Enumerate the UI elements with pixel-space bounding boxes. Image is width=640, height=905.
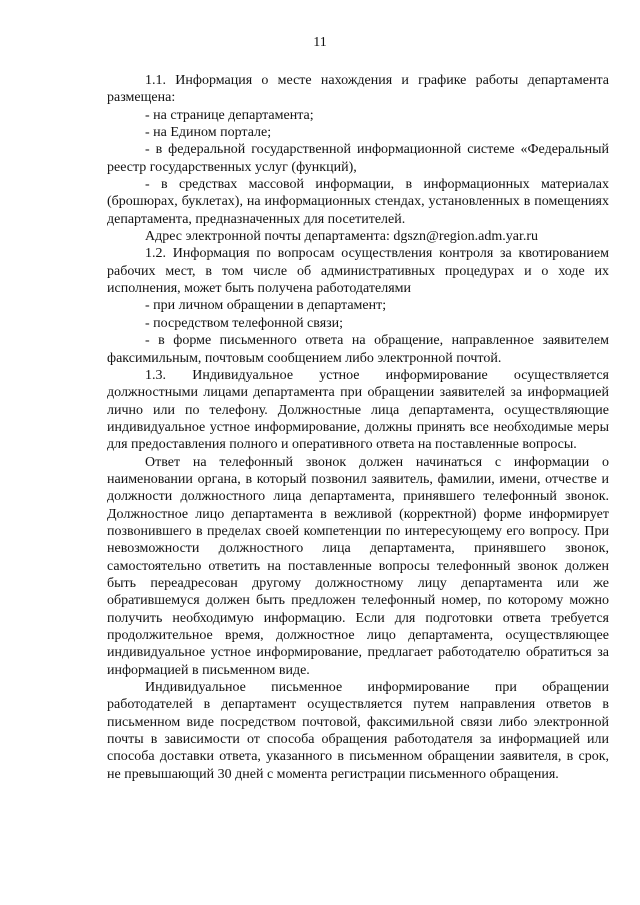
- list-item-unified-portal: - на Едином портале;: [145, 125, 272, 141]
- list-item-written-reply: - в форме письменного ответа на обращение, направленное заявителем факсимильным, почтовым сообщением либо электронной почтой.: [107, 333, 609, 366]
- paragraph-1-2: 1.2. Информация по вопросам осуществления контроля за квотированием рабочих мест, в том числе об административных процедурах и о ходе их исполнения, может быть получена работодателями: [107, 246, 609, 297]
- page-number: 11: [313, 35, 327, 50]
- list-item-mass-media: - в средствах массовой информации, в информационных материалах (брошюрах, буклетах), на информационных стендах, установленных в помещениях департамента, предназначенных для посетителей.: [107, 177, 609, 227]
- paragraph-written-informing: Индивидуальное письменное информирование при обращении работодателей в департамент осуществляется путем направления ответов в письменном виде посредством почтовой, факсимильной связи либо электронной почты в зависимости от способа обращения работодателя за информацией или способа доставки ответа, указанного в письменном обращении заявителя, в срок, не превышающий 30 дней с момента регистрации письменного обращения.: [107, 680, 609, 782]
- list-item-department-page: - на странице департамента;: [145, 107, 314, 123]
- list-item-phone: - посредством телефонной связи;: [145, 315, 344, 331]
- paragraph-1-3: 1.3. Индивидуальное устное информирование осуществляется должностными лицами департамента при обращении заявителей за информацией лично или по телефону. Должностные лица департамента, осуществляющие индивидуальное устное информирование, должны принять все необходимые меры для предоставления полного и оперативного ответа на поставленные вопросы.: [107, 367, 609, 453]
- paragraph-1-1: 1.1. Информация о месте нахождения и графике работы департамента размещена:: [107, 73, 609, 106]
- paragraph-phone-call: Ответ на телефонный звонок должен начинаться с информации о наименовании органа, в который позвонил заявитель, фамилии, имени, отчестве и должности должностного лица департамента, принявшего телефонный звонок. Должностное лицо департамента в вежливой (корректной) форме информирует позвонившего в пределах своей компетенции по интересующему его вопросу. При невозможности должностного лица департамента, принявшего звонок, самостоятельно ответить на поставленные вопросы телефонный звонок должен быть переадресован другому должностному лицу департамента или же обратившемуся должен быть предложен телефонный номер, по которому можно получить необходимую информацию. Если для подготовки ответа требуется продолжительное время, должностное лицо департамента, осуществляющее индивидуальное устное информирование, предлагает работодателю обратиться за информацией в письменном виде.: [107, 454, 609, 678]
- list-item-personal-visit: - при личном обращении в департамент;: [145, 298, 387, 314]
- list-item-federal-system: - в федеральной государственной информационной системе «Федеральный реестр государственных услуг (функций),: [107, 142, 609, 175]
- department-email: Адрес электронной почты департамента: dgszn@region.adm.yar.ru: [145, 229, 539, 245]
- document-body: [107, 72, 609, 783]
